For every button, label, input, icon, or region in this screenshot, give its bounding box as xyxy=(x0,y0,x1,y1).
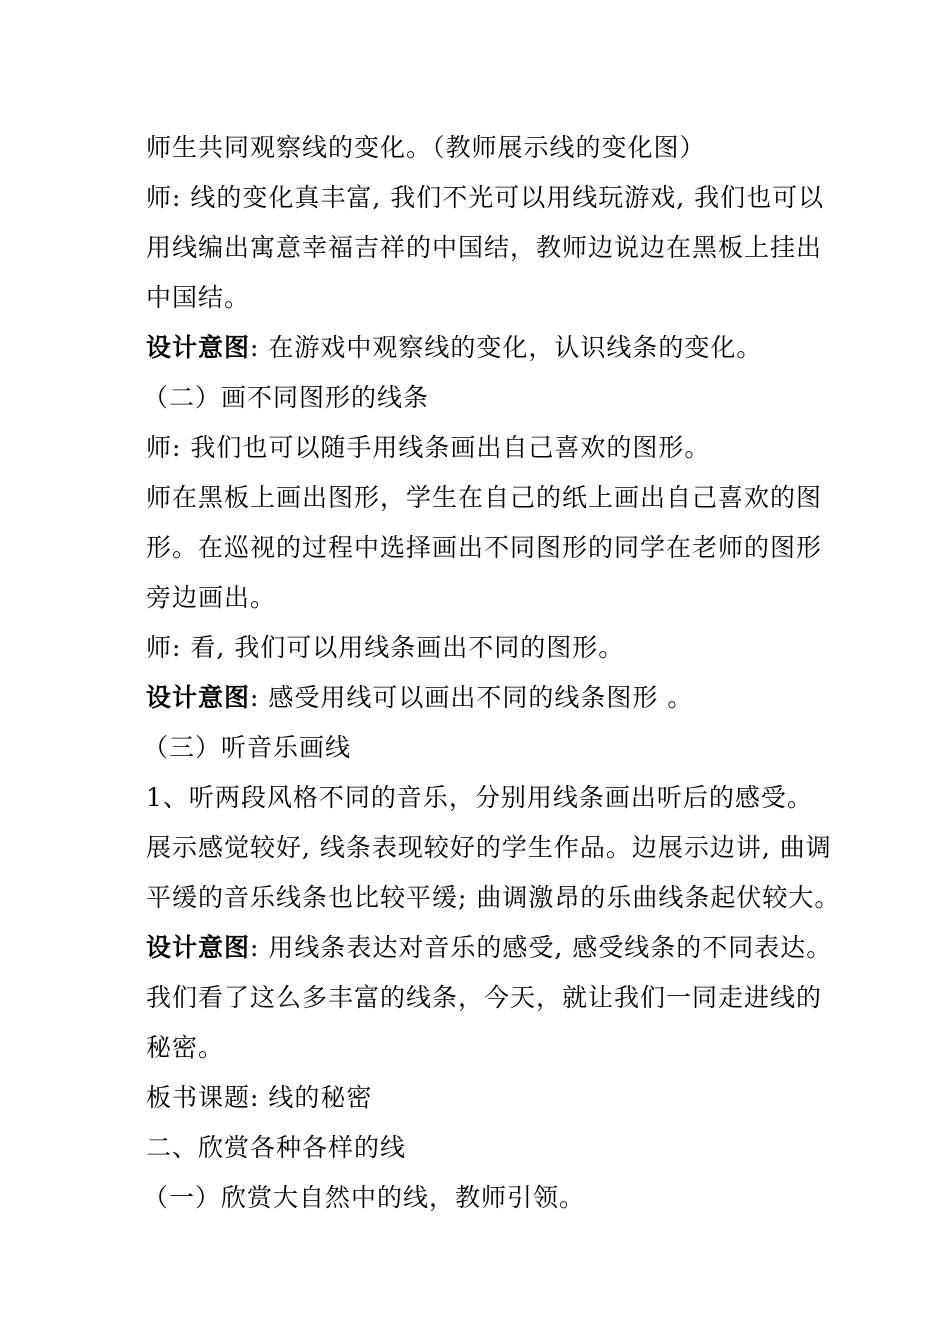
section-heading: （一）欣赏大自然中的线，教师引领。 xyxy=(143,1183,586,1212)
paragraph-line: 师在黑板上画出图形，学生在自己的纸上画出自己喜欢的图 xyxy=(146,483,823,512)
design-intent-line xyxy=(146,683,693,713)
paragraph-line: 板书课题: 线的秘密 xyxy=(146,1083,373,1112)
paragraph-line: 用线编出寓意幸福吉祥的中国结，教师边说边在黑板上挂出 xyxy=(146,233,823,262)
design-intent-text: : 在游戏中观察线的变化，认识线条的变化。 xyxy=(250,333,763,362)
paragraph-line: 师: 看, 我们可以用线条画出不同的图形。 xyxy=(146,633,625,662)
design-intent-label: 设计意图 xyxy=(146,683,251,712)
paragraph-line: 师生共同观察线的变化。（教师展示线的变化图） xyxy=(146,133,706,162)
design-intent-line xyxy=(146,333,762,363)
design-intent-label: 设计意图 xyxy=(146,933,251,962)
paragraph-line: 形。在巡视的过程中选择画出不同图形的同学在老师的图形 xyxy=(146,533,823,562)
section-heading: （二）画不同图形的线条 xyxy=(143,383,430,412)
design-intent-label: 设计意图 xyxy=(146,333,251,362)
paragraph-line: 1、听两段风格不同的音乐，分别用线条画出听后的感受。 xyxy=(146,783,813,812)
design-intent-text: : 感受用线可以画出不同的线条图形 。 xyxy=(250,683,694,712)
paragraph-line: 中国结。 xyxy=(146,283,251,312)
paragraph-line: 平缓的音乐线条也比较平缓; 曲调激昂的乐曲线条起伏较大。 xyxy=(146,883,841,912)
paragraph-line: 师: 我们也可以随手用线条画出自己喜欢的图形。 xyxy=(146,433,711,462)
paragraph-line: 旁边画出。 xyxy=(146,583,277,612)
paragraph-line: 我们看了这么多丰富的线条，今天，就让我们一同走进线的 xyxy=(146,983,823,1012)
design-intent-text: : 用线条表达对音乐的感受, 感受线条的不同表达。 xyxy=(250,933,833,962)
design-intent-line xyxy=(146,933,832,963)
section-heading: 二、欣赏各种各样的线 xyxy=(146,1133,407,1162)
section-heading: （三）听音乐画线 xyxy=(143,733,352,762)
paragraph-line: 师: 线的变化真丰富, 我们不光可以用线玩游戏, 我们也可以 xyxy=(146,183,825,212)
paragraph-line: 展示感觉较好, 线条表现较好的学生作品。边展示边讲, 曲调 xyxy=(146,833,832,862)
paragraph-line: 秘密。 xyxy=(146,1033,225,1062)
